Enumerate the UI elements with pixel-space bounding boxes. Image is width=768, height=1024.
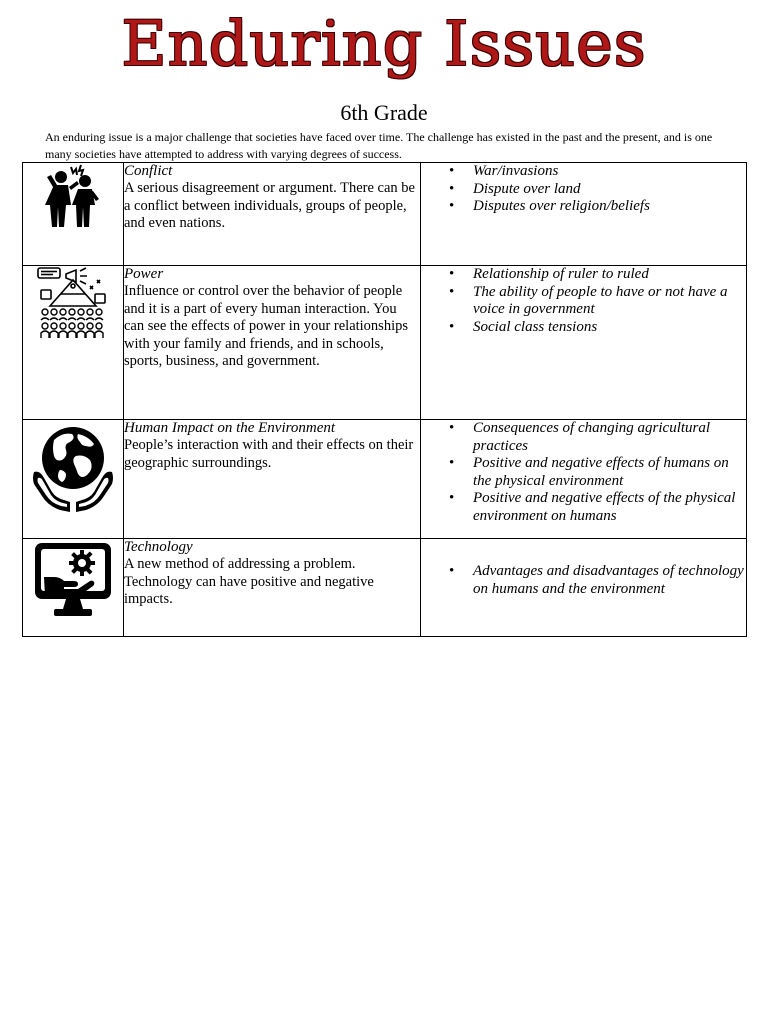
icon-cell [23,420,124,539]
page-title: Enduring Issues [121,7,647,80]
icon-cell [23,163,124,266]
definition-cell [124,420,421,539]
examples-cell [421,266,747,420]
table-row [23,420,747,539]
issue-name: Conflict [124,163,173,179]
globe-in-hands-icon [23,420,123,514]
definition-cell [124,163,421,266]
list-item: • Relationship of ruler to ruled [473,266,746,284]
list-item: • War/invasions [473,163,746,181]
icon-cell [23,539,124,637]
list-item: • Positive and negative effects of humans on the physical environment [473,455,746,490]
grade-heading: 6th Grade [340,100,428,125]
monitor-gear-hand-icon [23,539,123,621]
issue-name: Power [124,266,164,282]
examples-list [421,420,746,525]
issue-definition: A new method of addressing a problem. Technology can have positive and negative impacts. [124,556,374,607]
list-item: • Dispute over land [473,181,746,199]
intro-paragraph: An enduring issue is a major challenge that societies have faced over time. The challenge has existed in the past and the present, and is one many societies have attempted to address with varying degrees of success. [45,130,713,161]
definition-cell [124,539,421,637]
issue-definition: People’s interaction with and their effects on their geographic surroundings. [124,437,414,471]
table-row [23,539,747,637]
list-item: • The ability of people to have or not have a voice in government [473,284,746,319]
examples-list [421,563,746,598]
definition-cell [124,266,421,420]
issue-name: Human Impact on the Environment [124,420,336,436]
issue-definition: A serious disagreement or argument. There can be a conflict between individuals, groups of people, and even nations. [124,180,415,231]
conflict-people-icon [23,163,123,229]
issues-table [22,162,747,637]
issue-name: Technology [124,539,193,555]
list-item: • Positive and negative effects of the physical environment on humans [473,490,746,525]
examples-cell [421,539,747,637]
list-item: • Social class tensions [473,319,746,337]
list-item: • Advantages and disadvantages of technology on humans and the environment [473,563,746,598]
examples-cell [421,163,747,266]
table-row [23,163,747,266]
examples-list [421,266,746,336]
examples-list [421,163,746,216]
icon-cell [23,266,124,420]
table-row [23,266,747,420]
list-item: • Disputes over religion/beliefs [473,198,746,216]
examples-cell [421,420,747,539]
list-item: • Consequences of changing agricultural practices [473,420,746,455]
crowd-megaphone-icon [23,266,123,340]
issue-definition: Influence or control over the behavior of people and it is a part of every human interaction. You can see the effects of power in your relationships with your family and friends, and in schools, sports, business, and government. [124,283,408,369]
